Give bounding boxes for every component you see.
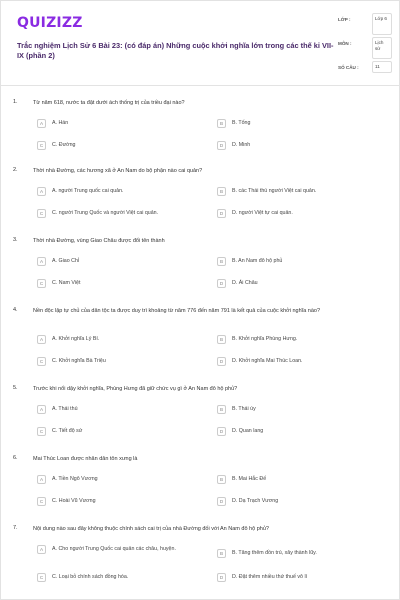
option-letter-box: A: [37, 545, 46, 554]
option-letter-box: D: [217, 497, 226, 506]
option-c[interactable]: [37, 573, 187, 585]
option-b[interactable]: [217, 405, 367, 417]
option-text: B. Mai Hắc Đế: [232, 476, 267, 482]
option-a[interactable]: [37, 475, 187, 487]
option-d[interactable]: [217, 279, 367, 291]
worksheet-title: Trắc nghiệm Lịch Sử 6 Bài 23: (có đáp án) Những cuộc khởi nghĩa lớn trong các thế kỉ VII-IX (phần 2): [17, 41, 334, 61]
option-b[interactable]: [217, 475, 367, 487]
option-text: A. Thái thú: [52, 406, 78, 412]
option-letter-box: C: [37, 573, 46, 582]
option-c[interactable]: [37, 427, 187, 439]
question-number: 3.: [13, 237, 18, 243]
meta-subject-label: MÔN :: [338, 41, 352, 46]
question-text: Từ năm 618, nước ta đặt dưới ách thống trị của triều đại nào?: [33, 100, 185, 106]
option-text: A. Khởi nghĩa Lý Bí.: [52, 336, 100, 342]
option-b[interactable]: [217, 549, 367, 561]
question-text: Thời nhà Đường, các hương xã ở An Nam do bộ phận nào cai quản?: [33, 168, 203, 174]
question-text: Trước khi nổi dậy khởi nghĩa, Phùng Hưng đã giữ chức vụ gì ở An Nam đô hộ phủ?: [33, 386, 238, 392]
option-a[interactable]: [37, 257, 187, 269]
option-text: B. Khởi nghĩa Phùng Hưng.: [232, 336, 298, 342]
option-text: C. Tiết độ sứ: [52, 428, 83, 434]
option-letter-box: B: [217, 187, 226, 196]
option-text: D. Minh: [232, 142, 251, 148]
option-d[interactable]: [217, 497, 367, 509]
question-text: Thời nhà Đường, vùng Giao Châu được đổi tên thành: [33, 238, 165, 244]
meta-class: [338, 13, 394, 37]
option-a[interactable]: [37, 187, 187, 199]
option-letter-box: B: [217, 405, 226, 414]
quizizz-logo: QUIZIZZ: [17, 15, 83, 31]
question-number: 7.: [13, 525, 18, 531]
question-text: Mai Thúc Loan được nhân dân tôn xưng là: [33, 456, 138, 462]
option-text: C. Khởi nghĩa Bà Triệu: [52, 358, 106, 364]
option-text: B. Thái úy: [232, 406, 256, 412]
meta-count: [338, 61, 394, 85]
option-d[interactable]: [217, 573, 367, 585]
question-number: 2.: [13, 167, 18, 173]
option-b[interactable]: [217, 187, 367, 199]
option-text: D. Quan lang: [232, 428, 264, 434]
option-letter-box: D: [217, 141, 226, 150]
option-c[interactable]: [37, 497, 187, 509]
option-letter-box: A: [37, 257, 46, 266]
option-d[interactable]: [217, 141, 367, 153]
option-text: D. Dạ Trạch Vương: [232, 498, 279, 504]
option-text: B. các Thái thú người Việt cai quản.: [232, 188, 317, 194]
option-text: A. người Trung quốc cai quản.: [52, 188, 124, 194]
option-text: D. người Việt tự cai quản.: [232, 210, 293, 216]
option-b[interactable]: [217, 335, 367, 347]
question-number: 6.: [13, 455, 18, 461]
header-divider: [1, 85, 400, 86]
option-letter-box: D: [217, 573, 226, 582]
question-text: Nền độc lập tự chủ của dân tộc ta được duy trì khoảng từ năm 776 đến năm 791 là kết quả của cuộc khởi nghĩa nào?: [33, 308, 321, 314]
question-number: 5.: [13, 385, 18, 391]
option-a[interactable]: [37, 545, 187, 563]
option-letter-box: C: [37, 209, 46, 218]
option-text: B. Tăng thêm đồn trú, xây thành lũy.: [232, 550, 317, 556]
option-letter-box: A: [37, 475, 46, 484]
option-letter-box: C: [37, 497, 46, 506]
option-text: C. Loại bỏ chính sách đồng hóa.: [52, 574, 129, 580]
option-b[interactable]: [217, 119, 367, 131]
question-text: Nội dung nào sau đây không thuộc chính sách cai trị của nhà Đường đối với An Nam đô hộ phủ?: [33, 526, 269, 532]
option-letter-box: C: [37, 141, 46, 150]
meta-class-label: LỚP :: [338, 17, 351, 22]
worksheet-meta: [338, 13, 394, 85]
meta-class-value: Lớp 6: [372, 13, 392, 35]
option-c[interactable]: [37, 209, 187, 221]
option-a[interactable]: [37, 119, 187, 131]
option-d[interactable]: [217, 427, 367, 439]
meta-subject: [338, 37, 394, 61]
option-a[interactable]: [37, 405, 187, 417]
option-letter-box: A: [37, 119, 46, 128]
option-c[interactable]: [37, 141, 187, 153]
worksheet-header: [13, 11, 389, 85]
meta-subject-value: Lịch sử: [372, 37, 392, 59]
option-text: D. Đặt thêm nhiều thứ thuế vô lí: [232, 574, 308, 580]
question-number: 1.: [13, 99, 18, 105]
option-text: D. Ái Châu: [232, 280, 258, 286]
option-text: A. Giao Chỉ: [52, 258, 80, 264]
option-c[interactable]: [37, 357, 187, 369]
option-b[interactable]: [217, 257, 367, 269]
option-letter-box: D: [217, 209, 226, 218]
option-text: C. Nam Việt: [52, 280, 81, 286]
meta-count-value: 11: [372, 61, 392, 73]
option-a[interactable]: [37, 335, 187, 347]
option-letter-box: D: [217, 357, 226, 366]
option-text: B. An Nam đô hộ phủ: [232, 258, 283, 264]
option-letter-box: B: [217, 549, 226, 558]
option-d[interactable]: [217, 209, 367, 221]
option-text: C. Hoài Vũ Vương: [52, 498, 96, 504]
option-text: A. Cho người Trung Quốc cai quản các châu, huyện.: [52, 546, 176, 552]
option-c[interactable]: [37, 279, 187, 291]
option-text: C. người Trung Quốc và người Việt cai quản.: [52, 210, 159, 216]
meta-count-label: SỐ CÂU :: [338, 65, 359, 70]
option-text: A. Hán: [52, 120, 69, 126]
option-text: D. Khởi nghĩa Mai Thúc Loan.: [232, 358, 303, 364]
option-letter-box: A: [37, 335, 46, 344]
option-letter-box: B: [217, 335, 226, 344]
option-letter-box: B: [217, 257, 226, 266]
option-letter-box: D: [217, 279, 226, 288]
option-d[interactable]: [217, 357, 367, 369]
question-number: 4.: [13, 307, 18, 313]
option-letter-box: A: [37, 187, 46, 196]
option-text: A. Tiền Ngô Vương: [52, 476, 98, 482]
option-letter-box: D: [217, 427, 226, 436]
option-letter-box: B: [217, 119, 226, 128]
option-letter-box: C: [37, 357, 46, 366]
option-text: B. Tống: [232, 120, 251, 126]
option-text: C. Đường: [52, 142, 76, 148]
option-letter-box: C: [37, 427, 46, 436]
option-letter-box: B: [217, 475, 226, 484]
option-letter-box: A: [37, 405, 46, 414]
option-letter-box: C: [37, 279, 46, 288]
